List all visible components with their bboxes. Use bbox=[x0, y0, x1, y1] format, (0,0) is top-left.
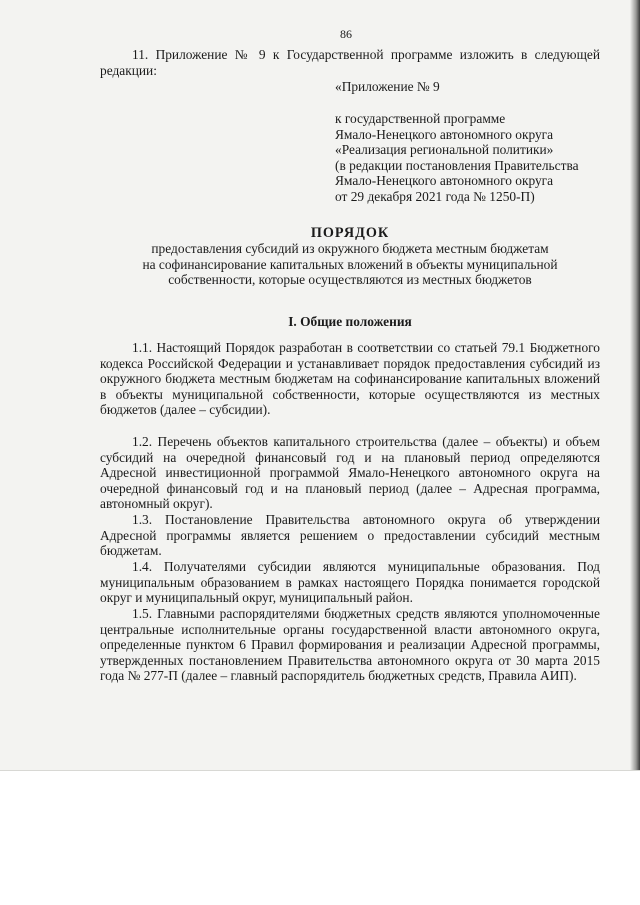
document-title: ПОРЯДОК bbox=[310, 225, 390, 241]
paragraph-1-2: 1.2. Перечень объектов капитального строительства (далее – объекты) и объем субсидий на очередной финансовый год и на плановый период определяются Адресной инвестиционной программой Ямало-Ненецкого автономного округа на очередной финансовый год и на плановый период (далее – Адресная программа, автономный округ). bbox=[100, 434, 600, 512]
page-number: 86 bbox=[340, 27, 352, 41]
appendix-details: к государственной программе Ямало-Ненецкого автономного округа «Реализация региональной политики» (в редакции постановления Правительства Ямало-Ненецкого автономного округа от 29 декабря 2021 года № 1250-П) bbox=[335, 111, 579, 204]
scan-edge-shadow bbox=[630, 0, 640, 770]
intro-paragraph: 11. Приложение № 9 к Государственной программе изложить в следующей редакции: bbox=[100, 47, 600, 78]
paragraph-1-1: 1.1. Настоящий Порядок разработан в соответствии со статьей 79.1 Бюджетного кодекса Российской Федерации и устанавливает порядок предоставления субсидий из окружного бюджета местным бюджетам на софинансирование капитальных вложений в объекты муниципальной собственности, которые осуществляются из местных бюджетов (далее – субсидии). bbox=[100, 340, 600, 418]
paragraph-1-5: 1.5. Главными распорядителями бюджетных средств являются уполномоченные центральные исполнительные органы государственной власти автономного округа, определенные пунктом 6 Правил формирования и реализации Адресной программы, утвержденных постановлением Правительства автономного округа от 30 марта 2015 года № 277-П (далее – главный распорядитель бюджетных средств, Правила АИП). bbox=[100, 606, 600, 684]
paragraph-1-3: 1.3. Постановление Правительства автономного округа об утверждении Адресной программы является решением о предоставлении субсидий местным бюджетам. bbox=[100, 512, 600, 559]
paragraph-1-4: 1.4. Получателями субсидии являются муниципальные образования. Под муниципальным образованием в рамках настоящего Порядка понимается городской округ и муниципальный округ, муниципальный район. bbox=[100, 559, 600, 606]
document-subtitle: предоставления субсидий из окружного бюджета местным бюджетам на софинансирование капитальных вложений в объекты муниципальной собственности, которые осуществляются из местных бюджетов bbox=[142, 241, 558, 288]
appendix-label: «Приложение № 9 bbox=[335, 79, 440, 94]
section-heading: I. Общие положения bbox=[288, 314, 412, 329]
